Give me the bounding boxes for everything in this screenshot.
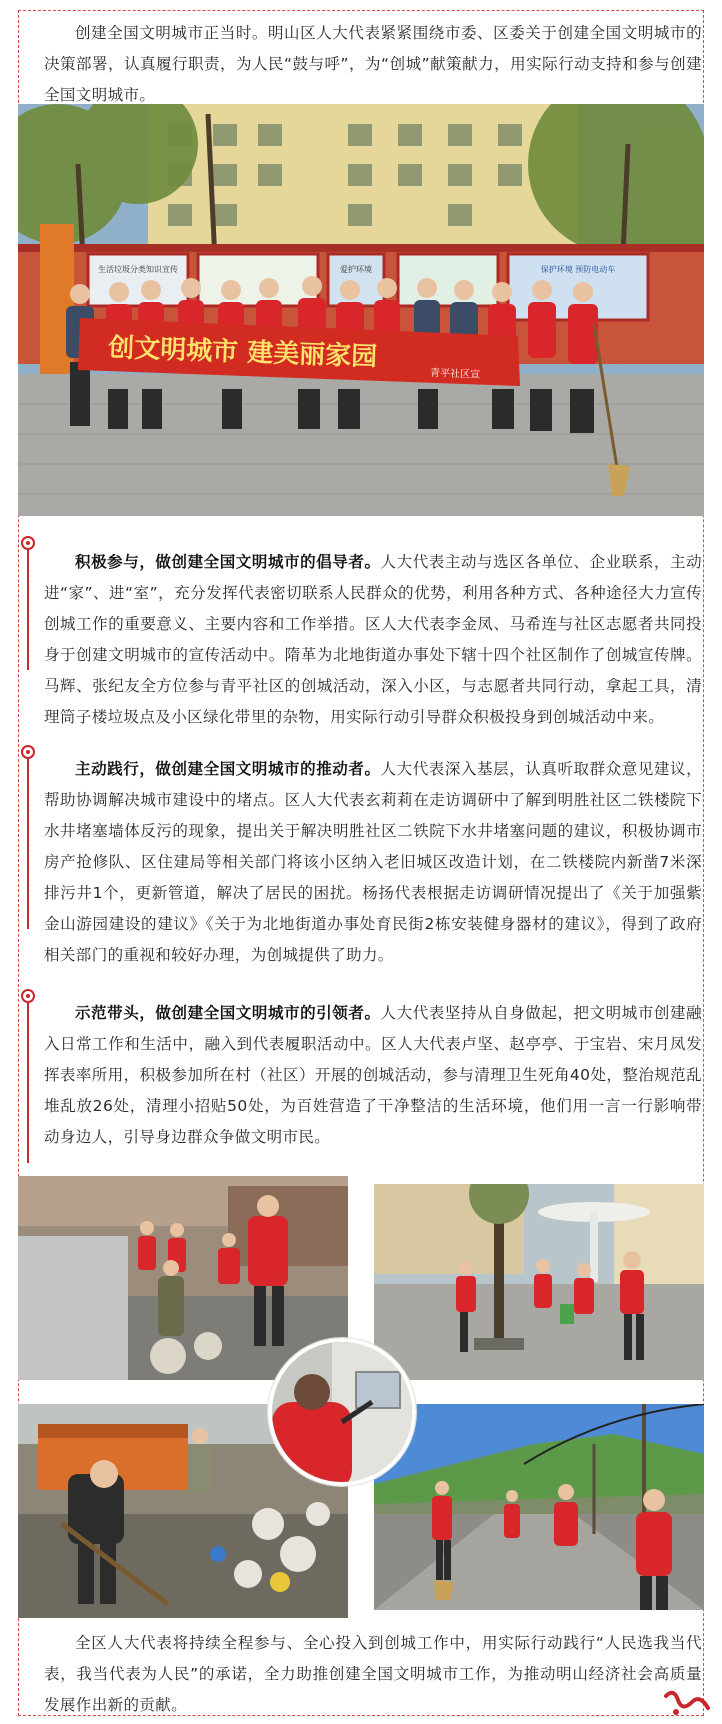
section-1-line [27,550,29,670]
section-1-body: 人大代表主动与选区各单位、企业联系，主动进“家”、进“室”，充分发挥代表密切联系人民群众的优势，利用各种方式、各种途径大力宣传创城工作的重要意义、主要内容和工作举措。区人大代表李金凤、马希连与社区志愿者共同投身于创建文明城市的宣传活动中。隋革为北地街道办事处下辖十四个社区制作了创城宣传牌。马辉、张纪友全方位参与青平社区的创城活动，深入小区，与志愿者共同行动，拿起工具，清理筒子楼垃圾点及小区绿化带里的杂物，用实际行动引导群众积极投身到创城活动中来。 [44,553,702,726]
intro-paragraph: 创建全国文明城市正当时。明山区人大代表紧紧围绕市委、区委关于创建全国文明城市的决策部署，认真履行职责，为人民“鼓与呼”，为“创城”献策献力，用实际行动支持和参与创建全国文明城市。 [44,24,702,104]
section-3-paragraph [44,998,702,1153]
board-text-3: 保护环境 预防电动车 [540,265,616,274]
section-3-marker [21,989,35,1003]
section-1-lead: 积极参与，做创建全国文明城市的倡导者。 [75,553,381,571]
section-3-body: 人大代表坚持从自身做起，把文明城市创建融入日常工作和生活中，融入到代表履职活动中。区人大代表卢坚、赵亭亭、于宝岩、宋月凤发挥表率所用，积极参加所在村（社区）开展的创城活动，参与清理卫生死角40处，整治规范乱堆乱放26处，清理小招贴50处，为百姓营造了干净整洁的生活环境，他们用一言一行影响带动身边人，引导身边群众争做文明市民。 [44,1004,702,1146]
banner-main-text: 创文明城市 建美丽家园 [107,333,378,373]
section-1-paragraph [44,547,702,733]
section-2-lead: 主动践行，做创建全国文明城市的推动者。 [75,760,381,778]
collage-photo-top-left [18,1176,348,1380]
collage-photo-center-circle [268,1338,416,1486]
section-2-paragraph [44,754,702,971]
section-3-lead: 示范带头，做创建全国文明城市的引领者。 [75,1004,381,1022]
group-photo [18,104,704,516]
decorative-swirl-icon [664,1686,710,1718]
board-text-2: 爱护环境 [340,265,372,274]
banner-sub-text: 青平社区宣 [429,368,481,381]
collage-photo-top-right [374,1184,704,1380]
section-2-body: 人大代表深入基层，认真听取群众意见建议，帮助协调解决城市建设中的堵点。区人大代表玄莉莉在走访调研中了解到明胜社区二铁楼院下水井堵塞墙体反污的现象，提出关于解决明胜社区二铁院下水井堵塞问题的建议，积极协调市房产抢修队、区住建局等相关部门将该小区纳入老旧城区改造计划，在二铁楼院内新凿7米深排污井1个，更新管道，解决了居民的困扰。杨扬代表根据走访调研情况提出了《关于加强紫金山游园建设的建议》《关于为北地街道办事处育民街2栋安装健身器材的建议》，得到了政府相关部门的重视和较好办理，为创城提供了助力。 [44,760,702,964]
section-2-line [27,759,29,929]
closing-paragraph: 全区人大代表将持续全程参与、全心投入到创城工作中，用实际行动践行“人民选我当代表，我当代表为人民”的承诺，全力助推创建全国文明城市工作，为推动明山经济社会高质量发展作出新的贡献。 [44,1634,702,1714]
section-3-line [27,1003,29,1163]
collage-photo-bottom-right [374,1404,704,1610]
section-1-marker [21,536,35,550]
section-2-marker [21,745,35,759]
board-text-1: 生活垃圾分类知识宣传 [98,265,178,274]
